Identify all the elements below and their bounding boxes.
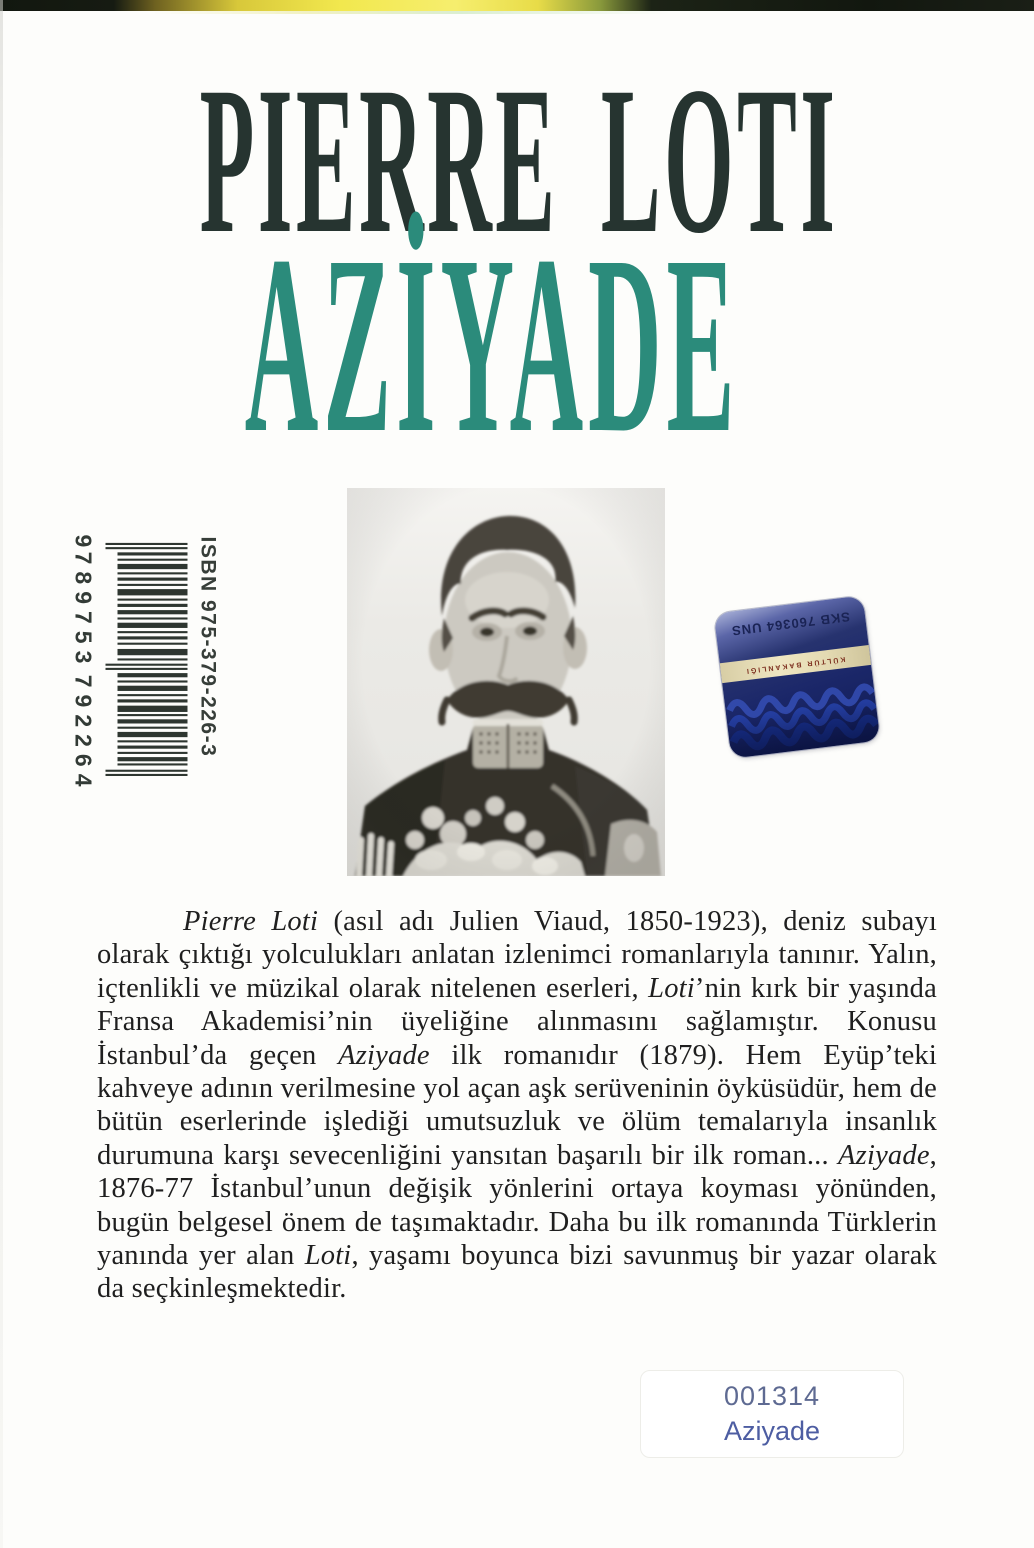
isbn-barcode bbox=[70, 535, 220, 800]
author-name-title: PIERRE LOTI bbox=[199, 43, 839, 278]
book-blurb bbox=[97, 905, 937, 1306]
blurb-segment: Loti bbox=[648, 972, 695, 1004]
ean-left-group: 789753 bbox=[70, 551, 97, 671]
portrait-photo bbox=[347, 488, 665, 876]
blurb-segment: ilk romanıdır (1879). Hem Eyüp’teki kahveye adının verilmesine yol açan aşk serüveninin öyküsüdür, hem de bütün eserlerinde işlediği umutsuzluk ve ölüm temalarıyla insanlık durumuna karşı sevecenliğini yansıtan başarılı bir ilk roman... bbox=[97, 1039, 937, 1171]
book-title: AZİYADE bbox=[244, 204, 740, 470]
barcode-bars bbox=[102, 535, 188, 787]
blurb-segment: (asıl adı Julien Viaud, 1850-1923), deniz subayı olarak çıktığı yolculukları anlatan izlenimci romanlarıyla tanınır. Yalın, içtenlikli ve müzikal olarak nitelenen eserleri, bbox=[97, 906, 938, 1004]
inventory-code: 001314 bbox=[723, 1381, 821, 1411]
blurb-segment: , 1876-77 İstanbul’unun değişik yönlerini ortaya koyması yönünden, bugün belgesel önem de taşımaktadır. Daha bu ilk romanında Türklerin yanında yer alan bbox=[97, 1139, 937, 1272]
blurb-segment: , yaşamı boyunca bizi savunmuş bir yazar olarak da seçkinleşmektedir. bbox=[97, 1240, 937, 1305]
sticker-serial-text: SKB 760364 UNS bbox=[730, 609, 851, 639]
portrait-illustration bbox=[347, 488, 665, 876]
inventory-label bbox=[640, 1370, 904, 1458]
isbn-text: ISBN 975-379-226-3 bbox=[196, 536, 220, 758]
blurb-segment: ’nin kırk bir yaşında Fransa Akademisi’nin üyeliğine alınmasını sağlamıştır. Konusu İstanbul’da geçen bbox=[97, 972, 937, 1071]
ean-right-group: 792264 bbox=[70, 674, 97, 794]
blurb-segment: Pierre Loti bbox=[183, 906, 319, 937]
ean-lead-digit: 9 bbox=[70, 534, 97, 548]
hologram-sticker bbox=[714, 595, 881, 758]
inventory-title: Aziyade bbox=[723, 1416, 821, 1446]
blurb-segment: Aziyade bbox=[838, 1139, 930, 1171]
blurb-segment: Loti bbox=[304, 1240, 352, 1272]
blurb-segment: Aziyade bbox=[338, 1039, 430, 1071]
barcode-digits bbox=[70, 535, 97, 800]
title-block bbox=[0, 0, 1034, 470]
sticker-band-text: KÜLTÜR BAKANLIĞI bbox=[744, 654, 847, 674]
